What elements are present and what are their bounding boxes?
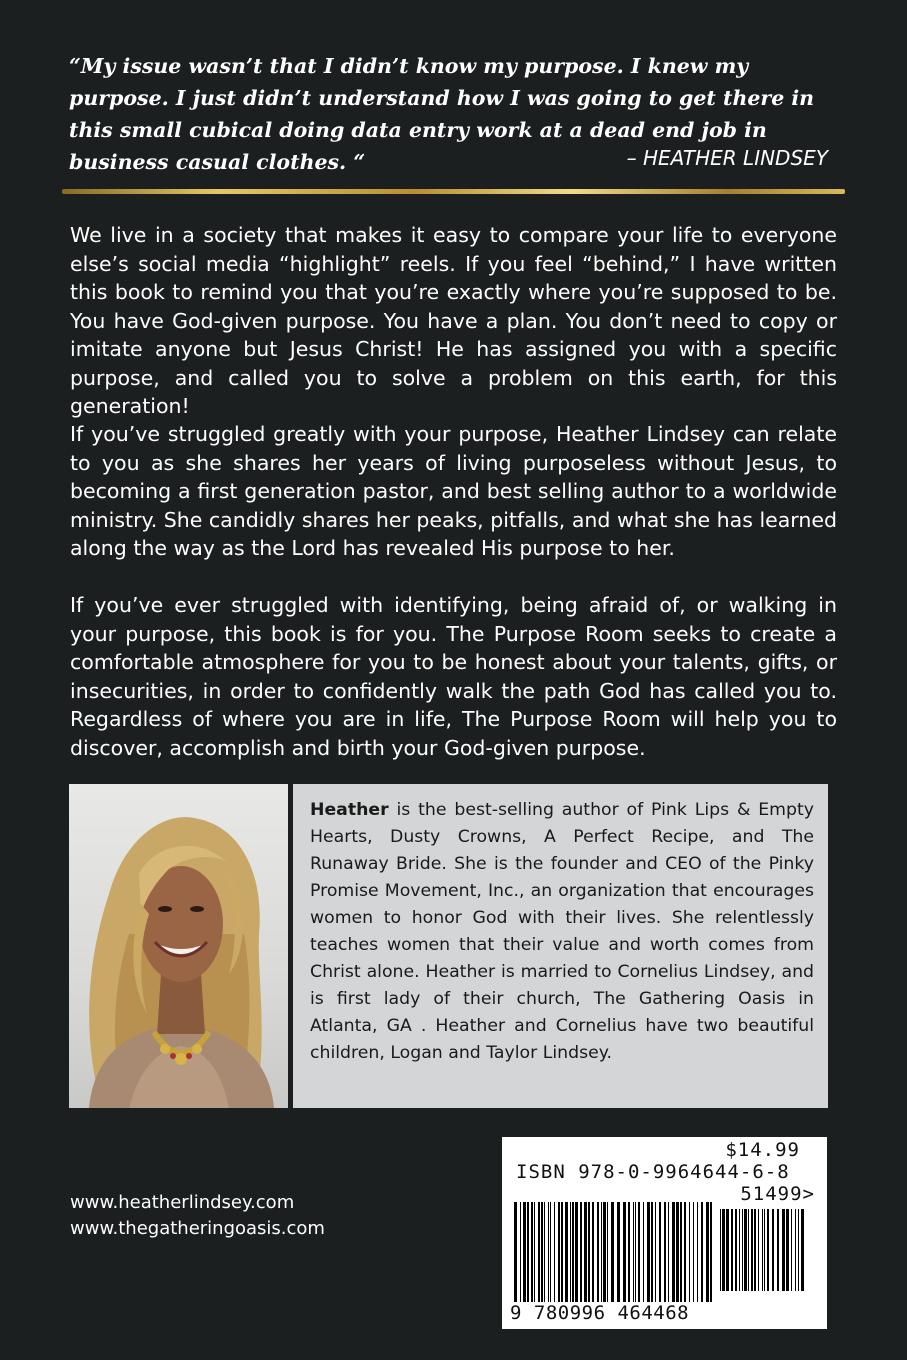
barcode-bar [710, 1202, 712, 1302]
barcode-bar [801, 1209, 804, 1291]
website-link-heatherlindsey[interactable]: www.heatherlindsey.com [70, 1192, 295, 1213]
barcode-bar [767, 1209, 769, 1291]
barcode-bar [758, 1209, 759, 1291]
barcode-bar [523, 1202, 526, 1302]
bio-lead-name: Heather [310, 800, 389, 820]
barcode-bar [628, 1202, 630, 1302]
barcode-bar [751, 1209, 753, 1291]
barcode-bar [647, 1202, 650, 1302]
barcode-bar [762, 1209, 763, 1291]
website-link-gatheringoasis[interactable]: www.thegatheringoasis.com [70, 1218, 325, 1239]
barcode-bar [572, 1202, 574, 1302]
barcode-bar [795, 1209, 796, 1291]
barcode-bar [764, 1209, 765, 1291]
barcode-bar [607, 1202, 608, 1302]
barcode-bar [706, 1202, 709, 1302]
barcode-bar [748, 1209, 749, 1291]
barcode-bar [697, 1202, 698, 1302]
barcode-bar [534, 1202, 535, 1302]
barcode-bar [611, 1202, 614, 1302]
author-portrait-illustration [69, 784, 288, 1108]
barcode-bar [777, 1209, 779, 1291]
barcode-bar [693, 1202, 694, 1302]
barcode-bar [651, 1202, 653, 1302]
isbn-barcode [514, 1202, 714, 1302]
barcode-bar [672, 1202, 675, 1302]
barcode-bar [544, 1202, 545, 1302]
barcode-bar [601, 1202, 602, 1302]
barcode-bar [550, 1202, 551, 1302]
barcode-bar [643, 1202, 644, 1302]
barcode-bar [538, 1202, 540, 1302]
barcode-digits: 9 780996 464468 [510, 1302, 690, 1324]
barcode-bar [548, 1202, 549, 1302]
gold-divider [62, 189, 845, 194]
barcode-bar [575, 1202, 578, 1302]
barcode-bar [739, 1209, 740, 1291]
barcode-bar [561, 1202, 563, 1302]
barcode-bar [584, 1202, 587, 1302]
author-bio-text: Heather is the best-selling author of Pink Lips & Empty Hearts, Dusty Crowns, A Perfect Recipe, and The Runaway Bride. She is the founder and CEO of the Pinky Promise Movement, Inc., an organization that encourages women to honor God with their lives. She relentlessly teaches women that their value and worth comes from Christ alone. Heather is married to Cornelius Lindsey, and is first lady of their church, The Gathering Oasis in Atlanta, GA . Heather and Cornelius have two beautiful children, Logan and Taylor Lindsey. [310, 800, 814, 1063]
barcode-panel [502, 1137, 827, 1329]
barcode-bar [744, 1209, 747, 1291]
author-photo [69, 784, 288, 1108]
barcode-bar [720, 1209, 721, 1291]
barcode-bar [742, 1209, 743, 1291]
barcode-bar [514, 1202, 517, 1302]
barcode-bar [722, 1209, 725, 1291]
barcode-bar [580, 1202, 582, 1302]
barcode-bar [541, 1202, 543, 1302]
isbn-label: ISBN 978-0-9964644-6-8 [516, 1161, 790, 1183]
barcode-bar [786, 1209, 789, 1291]
barcode-bar [554, 1202, 555, 1302]
barcode-bar [565, 1202, 568, 1302]
barcode-bar [731, 1209, 733, 1291]
barcode-bar [617, 1202, 620, 1302]
barcode-bar [635, 1202, 636, 1302]
barcode-bar [689, 1202, 690, 1302]
price-addon-barcode [720, 1209, 810, 1291]
author-bio-box [293, 784, 828, 1108]
barcode-bar [623, 1202, 626, 1302]
blurb-paragraph-2: If you’ve struggled greatly with your purpose, Heather Lindsey can relate to you as she shares her years of living purposeless without Jesus, to becoming a first generation pastor, and best selling author to a worldwide ministry. She candidly shares her peaks, pitfalls, and what she has learned along the way as the Lord has revealed His purpose to her. [70, 422, 837, 560]
barcode-bar [684, 1202, 686, 1302]
barcode-bar [633, 1202, 634, 1302]
barcode-bar [527, 1202, 529, 1302]
barcode-bar [603, 1202, 606, 1302]
barcode-bar [664, 1202, 666, 1302]
barcode-bar [588, 1202, 590, 1302]
blurb-paragraph-1: We live in a society that makes it easy to compare your life to everyone else’s social media “highlight” reels. If you feel “behind,” I have written this book to remind you that you’re exactly where you’re supposed to be. You have God-given purpose. You have a plan. You don’t need to copy or imitate anyone but Jesus Christ! He has assigned you with a specific purpose, and called you to solve a problem on this earth, for this generation! [70, 223, 837, 418]
pull-quote: “My issue wasn’t that I didn’t know my purpose. I knew my purpose. I just didn’t understand how I was going to get there in this small cubical doing data entry work at a dead end job in business casual clothes. “ [69, 54, 815, 174]
price-label: $14.99 [725, 1139, 800, 1161]
barcode-bar [782, 1209, 785, 1291]
quote-attribution: – HEATHER LINDSEY [626, 146, 828, 170]
barcode-bar [772, 1209, 774, 1291]
barcode-bar [638, 1202, 640, 1302]
blurb-paragraph-3: If you’ve ever struggled with identifying, being afraid of, or walking in your purpose, this book is for you. The Purpose Room seeks to create a comfortable atmosphere for you to be honest about your talents, gifts, or insecurities, in order to confidently walk the path God has called you to. Regardless of where you are in life, The Purpose Room will help you to discover, accomplish and birth your God-given purpose. [70, 593, 837, 760]
barcode-bar [655, 1202, 656, 1302]
barcode-bar [668, 1202, 669, 1302]
barcode-bar [531, 1202, 533, 1302]
barcode-bar [680, 1202, 682, 1302]
barcode-bar [754, 1209, 756, 1291]
barcode-bar [558, 1202, 560, 1302]
price-code-label: 51499> [740, 1183, 815, 1205]
barcode-bar [798, 1209, 799, 1291]
barcode-bar [659, 1202, 661, 1302]
barcode-bar [791, 1209, 792, 1291]
barcode-bar [592, 1202, 594, 1302]
barcode-bar [726, 1209, 729, 1291]
barcode-bar [597, 1202, 599, 1302]
barcode-bar [520, 1202, 521, 1302]
barcode-bar [676, 1202, 679, 1302]
barcode-bar [735, 1209, 737, 1291]
barcode-bar [570, 1202, 571, 1302]
barcode-bar [701, 1202, 703, 1302]
